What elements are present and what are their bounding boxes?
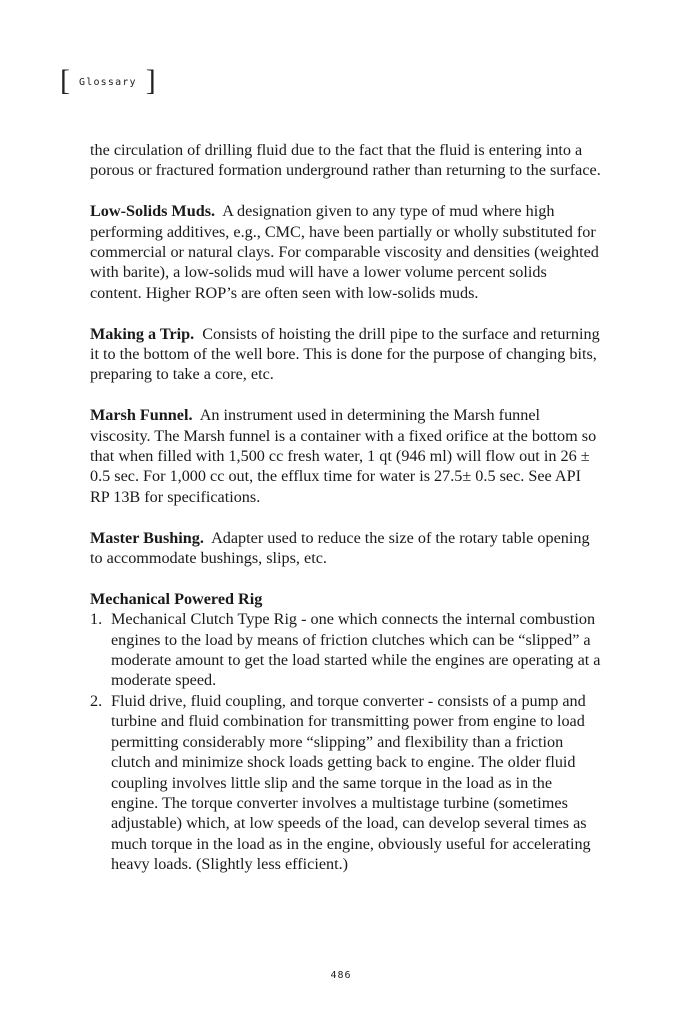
entry-definition: A designation given to any type of mud where high performing additives, e.g., CMC, have been partially or wholly substituted for commercial or natural clays. For comparable viscosity and densities (weighted with barite), a low-solids mud will have a lower volume percent solids content. Higher ROP’s are often seen with low-solids muds. — [90, 202, 599, 302]
list-item-number: 1. — [90, 610, 103, 629]
list-item-text: Mechanical Clutch Type Rig - one which connects the internal combustion engines to the load by means of friction clutches which can be “slipped” a moderate amount to get the load started while the engines are operating at a moderate speed. — [111, 610, 601, 690]
header-close-bracket: ] — [145, 64, 156, 97]
glossary-entry-making-a-trip — [90, 324, 602, 385]
glossary-entry-marsh-funnel — [90, 405, 602, 507]
page-number: 486 — [330, 970, 352, 981]
page-body — [90, 140, 602, 875]
entry-definition: Consists of hoisting the drill pipe to the surface and returning it to the bottom of the well bore. This is done for the purpose of changing bits, preparing to take a core, etc. — [90, 324, 600, 384]
continuation-paragraph: the circulation of drilling fluid due to the fact that the fluid is entering into a porous or fractured formation underground rather than returning to the surface. — [90, 141, 601, 180]
entry-definition: Adapter used to reduce the size of the rotary table opening to accommodate bushings, slips, etc. — [90, 528, 590, 568]
list-item — [90, 609, 602, 691]
header-open-bracket: [ — [60, 64, 70, 97]
entry-term: Marsh Funnel. — [90, 406, 193, 425]
numbered-list — [90, 609, 602, 874]
list-item-text: Fluid drive, fluid coupling, and torque converter - consists of a pump and turbine and fluid combination for transmitting power from engine to load permitting considerably more “slipping” and flexibility than a friction clutch and minimize shock loads getting back to engine. The older fluid coupling involves little slip and the same torque in the load as in the engine. The torque converter involves a multistage turbine (sometimes adjustable) which, at low speeds of the load, can develop several times as much torque in the load as in the engine, obviously useful for accelerating heavy loads. (Slightly less efficient.) — [111, 691, 591, 874]
entry-term: Master Bushing. — [90, 528, 204, 547]
running-header — [60, 66, 156, 96]
entry-term: Making a Trip. — [90, 324, 195, 343]
glossary-entry-low-solids-muds — [90, 201, 602, 303]
entry-term: Low-Solids Muds. — [90, 202, 216, 221]
entry-definition: An instrument used in determining the Marsh funnel viscosity. The Marsh funnel is a container with a fixed orifice at the bottom so that when filled with 1,500 cc fresh water, 1 qt (946 ml) will flow out in 26 ± 0.5 sec. For 1,000 cc out, the efflux time for water is 27.5± 0.5 sec. See API RP 13B for specifications. — [90, 406, 597, 506]
header-section-label: Glossary — [79, 77, 137, 88]
list-item — [90, 691, 602, 875]
glossary-entry-master-bushing — [90, 528, 602, 569]
entry-heading: Mechanical Powered Rig — [90, 589, 263, 608]
list-item-number: 2. — [90, 691, 103, 710]
glossary-entry-mechanical-powered-rig — [90, 589, 602, 875]
